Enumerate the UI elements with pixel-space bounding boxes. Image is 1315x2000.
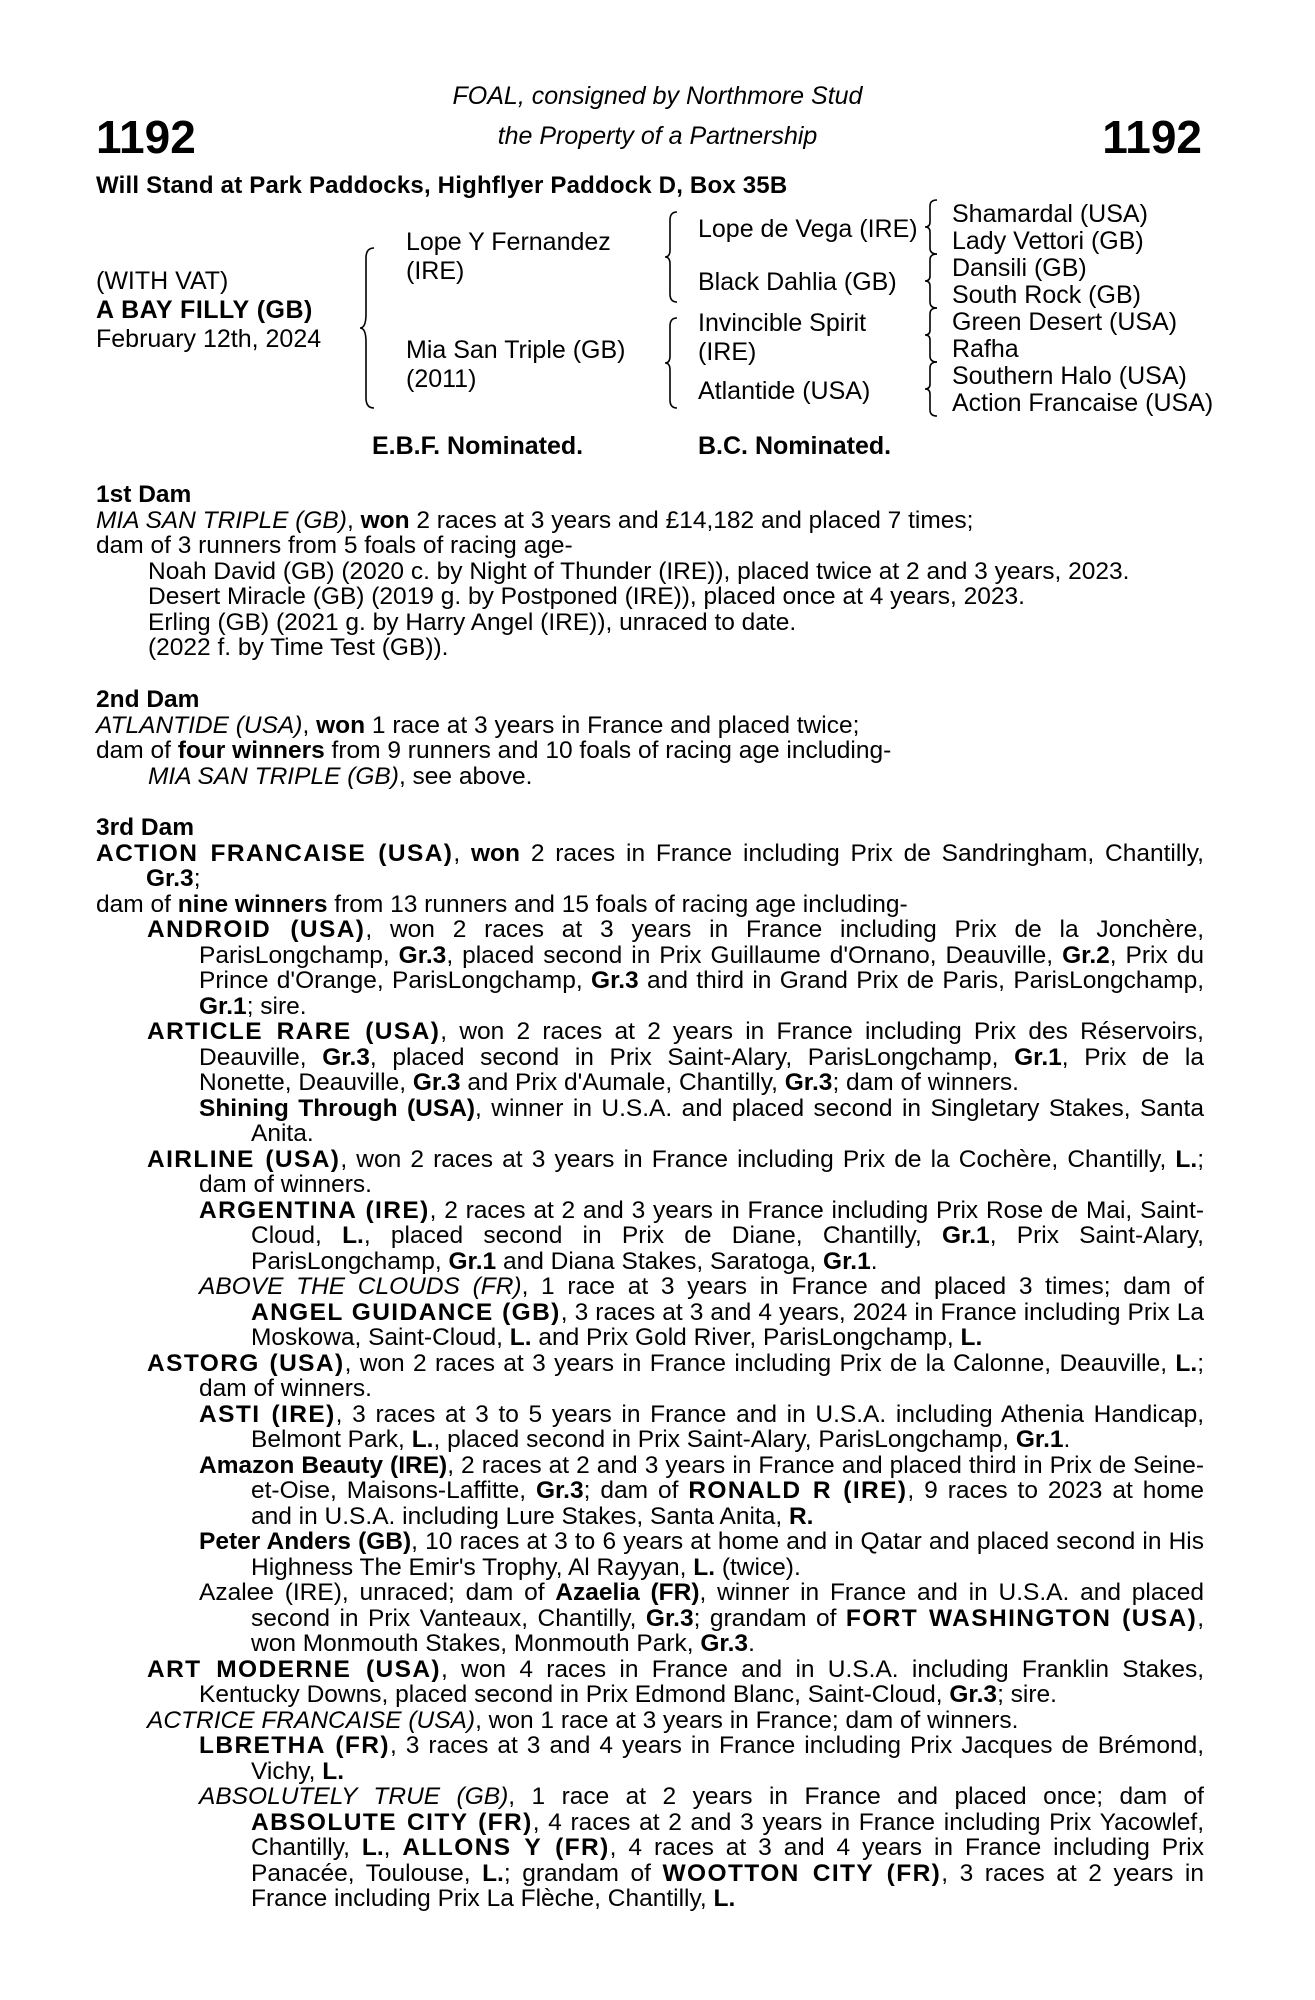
first-dam-summary: dam of 3 runners from 5 foals of racing age- xyxy=(96,532,573,559)
consignor-line: FOAL, consigned by Northmore Stud xyxy=(452,82,863,110)
foaling-date: February 12th, 2024 xyxy=(96,325,322,353)
second-dam-title: 2nd Dam xyxy=(96,686,200,713)
dam-brace xyxy=(665,318,681,408)
second-dam-summary: dam of four winners from 9 runners and 10 foals of racing age including- xyxy=(96,737,892,764)
lot-number-left: 1192 xyxy=(96,111,196,163)
stand-location: Will Stand at Park Paddocks, Highflyer Paddock D, Box 35B xyxy=(96,172,788,199)
first-dam-record: MIA SAN TRIPLE (GB), won 2 races at 3 years and £14,182 and placed 7 times; xyxy=(96,506,974,534)
gen3-brace-3 xyxy=(925,308,941,362)
produce-item: ASTI (IRE), 3 races at 3 to 5 years in France and in U.S.A. including Athenia Handicap, Belmont Park, L., placed second in Prix Saint-Alary, ParisLongchamp, Gr.1. xyxy=(199,1400,1205,1453)
second-dam-section xyxy=(96,687,1204,789)
produce-item: Peter Anders (GB), 10 races at 3 to 6 years at home and in Qatar and placed second in His Highness The Emir's Trophy, Al Rayyan, L. (twice). xyxy=(199,1528,1204,1581)
gen3-brace-2 xyxy=(925,254,941,308)
third-dam-summary: dam of nine winners from 13 runners and 15 foals of racing age including- xyxy=(96,890,908,918)
first-dam-title: 1st Dam xyxy=(96,481,192,508)
dam: Mia San Triple (GB) (2011) xyxy=(406,336,626,393)
third-dam-record: ACTION FRANCAISE (USA), won 2 races in France including Prix de Sandringham, Chantilly, Gr.3; xyxy=(96,839,1204,892)
produce-item: ABOVE THE CLOUDS (FR), 1 race at 3 years in France and placed 3 times; dam of ANGEL GUIDANCE (GB), 3 races at 3 and 4 years, 2024 in France including Prix La Moskowa, Saint-Cloud, L. and Prix Gold River, ParisLongchamp, L. xyxy=(199,1273,1204,1351)
first-dam-section xyxy=(96,482,1204,661)
third-dam-title: 3rd Dam xyxy=(96,814,195,841)
gen3-brace-4 xyxy=(925,362,941,416)
sire-sire: Lope de Vega (IRE) xyxy=(698,215,918,243)
produce-item: ASTORG (USA), won 2 races at 3 years in France including Prix de la Calonne, Deauville, L.; dam of winners. xyxy=(147,1349,1204,1402)
subject-brace xyxy=(360,248,380,408)
property-line: the Property of a Partnership xyxy=(497,122,818,150)
produce-item: (2022 f. by Time Test (GB)). xyxy=(148,634,449,661)
produce-item: ARGENTINA (IRE), 2 races at 2 and 3 years in France including Prix Rose de Mai, Saint-Cloud, L., placed second in Prix de Diane, Chantilly, Gr.1, Prix Saint-Alary, ParisLongchamp, Gr.1 and Diana Stakes, Saratoga, Gr.1. xyxy=(199,1196,1205,1275)
gen3-brace-1 xyxy=(925,200,941,254)
horse-name: A BAY FILLY (GB) xyxy=(96,296,313,324)
sire-dam: Black Dahlia (GB) xyxy=(698,268,897,296)
dam-dam: Atlantide (USA) xyxy=(698,377,871,405)
lot-number-right: 1192 xyxy=(1102,111,1202,163)
ebf-nominated: E.B.F. Nominated. xyxy=(372,432,584,460)
produce-item: ART MODERNE (USA), won 4 races in France and in U.S.A. including Franklin Stakes, Kentucky Downs, placed second in Prix Edmond Blanc, Saint-Cloud, Gr.3; sire. xyxy=(147,1655,1205,1708)
produce-item: Azalee (IRE), unraced; dam of Azaelia (FR), winner in France and in U.S.A. and placed second in Prix Vanteaux, Chantilly, Gr.3; grandam of FORT WASHINGTON (USA), won Monmouth Stakes, Monmouth Park, Gr.3. xyxy=(199,1579,1205,1657)
produce-item: Noah David (GB) (2020 c. by Night of Thunder (IRE)), placed twice at 2 and 3 years, 2023. xyxy=(148,557,1130,585)
gen3-list: Shamardal (USA) Lady Vettori (GB) Dansili (GB) South Rock (GB) Green Desert (USA) Rafha Southern Halo (USA) Action Francaise (USA) xyxy=(952,200,1214,417)
produce-item: ABSOLUTELY TRUE (GB), 1 race at 2 years in France and placed once; dam of ABSOLUTE CITY (FR), 4 races at 2 and 3 years in France including Prix Yacowlef, Chantilly, L., ALLONS Y (FR), 4 races at 3 and 4 years in France including Prix Panacée, Toulouse, L.; grandam of WOOTTON CITY (FR), 3 races at 2 years in France including Prix La Flèche, Chantilly, L. xyxy=(199,1783,1205,1912)
vat-note: (WITH VAT) xyxy=(96,267,229,295)
sire-brace xyxy=(665,212,681,302)
produce-item: Shining Through (USA), winner in U.S.A. and placed second in Singletary Stakes, Santa Anita. xyxy=(199,1094,1204,1147)
third-dam-section xyxy=(96,815,1204,1912)
produce-item: ACTRICE FRANCAISE (USA), won 1 race at 3 years in France; dam of winners. xyxy=(147,1706,1019,1734)
produce-item: AIRLINE (USA), won 2 races at 3 years in France including Prix de la Cochère, Chantilly, L.; dam of winners. xyxy=(147,1145,1204,1198)
produce-item: LBRETHA (FR), 3 races at 3 and 4 years in France including Prix Jacques de Brémond, Vichy, L. xyxy=(199,1732,1204,1785)
dam-sire: Invincible Spirit (IRE) xyxy=(698,309,867,366)
produce-item: MIA SAN TRIPLE (GB), see above. xyxy=(148,762,533,790)
produce-item: Desert Miracle (GB) (2019 g. by Postponed (IRE)), placed once at 4 years, 2023. xyxy=(148,583,1025,610)
second-dam-record: ATLANTIDE (USA), won 1 race at 3 years in France and placed twice; xyxy=(96,711,860,739)
bc-nominated: B.C. Nominated. xyxy=(698,432,892,460)
sire: Lope Y Fernandez (IRE) xyxy=(406,228,611,285)
produce-item: ANDROID (USA), won 2 races at 3 years in France including Prix de la Jonchère, ParisLongchamp, Gr.3, placed second in Prix Guillaume d'Ornano, Deauville, Gr.2, Prix du Prince d'Orange, ParisLongchamp, Gr.3 and third in Grand Prix de Paris, ParisLongchamp, Gr.1; sire. xyxy=(147,916,1205,1020)
produce-item: Amazon Beauty (IRE), 2 races at 2 and 3 years in France and placed third in Prix de Seine-et-Oise, Maisons-Laffitte, Gr.3; dam of RONALD R (IRE), 9 races to 2023 at home and in U.S.A. including Lure Stakes, Santa Anita, R. xyxy=(199,1451,1204,1530)
produce-item: Erling (GB) (2021 g. by Harry Angel (IRE)), unraced to date. xyxy=(148,608,797,636)
produce-item: ARTICLE RARE (USA), won 2 races at 2 years in France including Prix des Réservoirs, Deauville, Gr.3, placed second in Prix Saint-Alary, ParisLongchamp, Gr.1, Prix de la Nonette, Deauville, Gr.3 and Prix d'Aumale, Chantilly, Gr.3; dam of winners. xyxy=(147,1018,1205,1096)
